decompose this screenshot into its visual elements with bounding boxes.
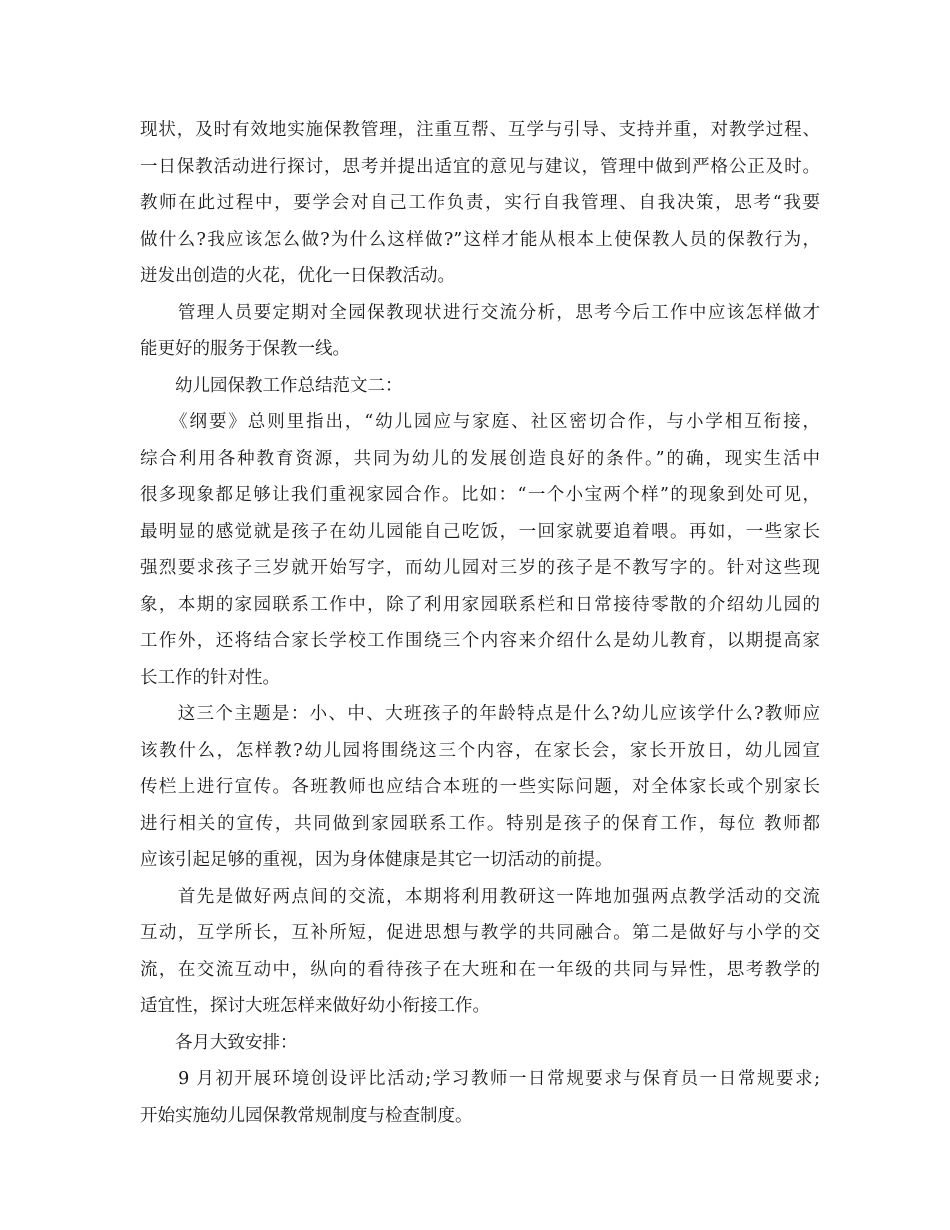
text-line: 管理人员要定期对全园保教现状进行交流分析，思考今后工作中应该怎样做才 bbox=[140, 302, 820, 323]
text-line: 互动，互学所长，互补所短，促进思想与教学的共同融合。第二是做好与小学的交 bbox=[140, 923, 820, 943]
text-line: 综合利用各种教育资源，共同为幼儿的发展创造良好的条件。”的确，现实生活中 bbox=[140, 448, 820, 469]
text-line: 做什么?我应该怎么做?为什么这样做?”这样才能从根本上使保教人员的保教行为， bbox=[140, 229, 820, 250]
text-line: 应该引起足够的重视，因为身体健康是其它一切活动的前提。 bbox=[140, 850, 613, 870]
document-body bbox=[140, 112, 820, 1134]
text-line: 一日保教活动进行探讨，思考并提出适宜的意见与建议，管理中做到严格公正及时。 bbox=[140, 156, 820, 177]
text-line: 适宜性，探讨大班怎样来做好幼小衔接工作。 bbox=[140, 996, 490, 1016]
section-heading: 各月大致安排： bbox=[140, 1032, 298, 1053]
text-line: 首先是做好两点间的交流，本期将利用教研这一阵地加强两点教学活动的交流 bbox=[140, 886, 820, 907]
text-line: 最明显的感觉就是孩子在幼儿园能自己吃饭，一回家就要追着喂。再如，一些家长 bbox=[140, 521, 820, 542]
text-line: 传栏上进行宣传。各班教师也应结合本班的一些实际问题，对全体家长或个别家长 bbox=[140, 777, 820, 797]
text-line: 迸发出创造的火花，优化一日保教活动。 bbox=[140, 266, 455, 286]
text-line: 工作外，还将结合家长学校工作围绕三个内容来介绍什么是幼儿教育，以期提高家 bbox=[140, 631, 820, 651]
text-line: 强烈要求孩子三岁就开始写字，而幼儿园对三岁的孩子是不教写字的。针对这些现 bbox=[140, 558, 820, 578]
text-line: 现状，及时有效地实施保教管理，注重互帮、互学与引导、支持并重，对教学过程、 bbox=[140, 120, 820, 140]
text-line: 这三个主题是：小、中、大班孩子的年龄特点是什么?幼儿应该学什么?教师应 bbox=[140, 704, 820, 724]
text-line: 9 月初开展环境创设评比活动;学习教师一日常规要求与保育员一日常规要求; bbox=[140, 1069, 820, 1089]
text-line: 进行相关的宣传，共同做到家园联系工作。特别是孩子的保育工作，每位 教师都 bbox=[140, 813, 820, 834]
text-line: 能更好的服务于保教一线。 bbox=[140, 339, 350, 359]
text-line: 开始实施幼儿园保教常规制度与检查制度。 bbox=[140, 1105, 473, 1126]
section-heading: 幼儿园保教工作总结范文二： bbox=[140, 375, 403, 396]
text-line: 长工作的针对性。 bbox=[140, 667, 280, 688]
text-line: 流，在交流互动中，纵向的看待孩子在大班和在一年级的共同与异性，思考教学的 bbox=[140, 959, 820, 980]
text-line: 很多现象都足够让我们重视家园合作。比如：“一个小宝两个样”的现象到处可见， bbox=[140, 485, 820, 505]
text-line: 象，本期的家园联系工作中，除了利用家园联系栏和日常接待零散的介绍幼儿园的 bbox=[140, 594, 820, 615]
text-line: 该教什么，怎样教?幼儿园将围绕这三个内容，在家长会，家长开放日，幼儿园宣 bbox=[140, 740, 820, 761]
text-line: 《纲要》总则里指出，“幼儿园应与家庭、社区密切合作，与小学相互衔接， bbox=[140, 412, 820, 432]
text-line: 教师在此过程中，要学会对自己工作负责，实行自我管理、自我决策，思考“我要 bbox=[140, 193, 820, 213]
